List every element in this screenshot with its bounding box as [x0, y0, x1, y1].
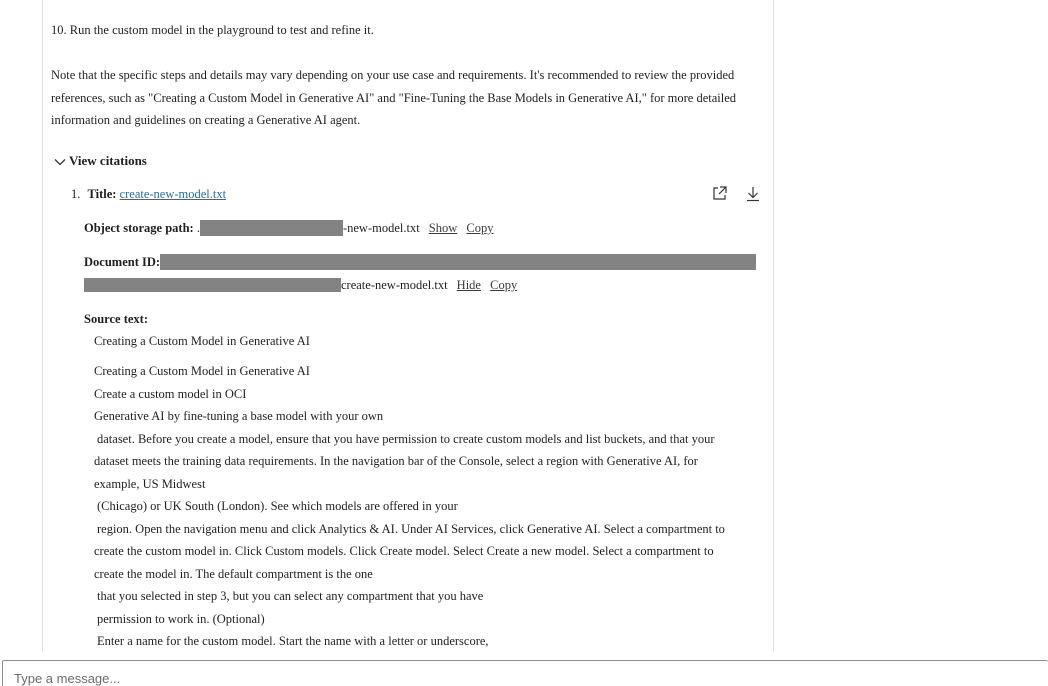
source-line: Enter a name for the custom model. Start the name with a letter or underscore, [97, 634, 489, 648]
answer-step-10: 10. Run the custom model in the playground to test and refine it. [51, 23, 374, 37]
source-line: Create a custom model in OCI [94, 386, 247, 401]
chevron-down-icon [53, 154, 67, 168]
source-text-heading: Creating a Custom Model in Generative AI [94, 334, 310, 348]
view-citations-toggle[interactable] [53, 152, 147, 169]
hide-document-id-button[interactable]: Hide [456, 278, 481, 292]
citation-actions [709, 184, 763, 202]
copy-document-id-button[interactable]: Copy [490, 278, 518, 292]
source-line: permission to work in. (Optional) [97, 611, 265, 626]
object-storage-path-suffix: -new-model.txt [342, 221, 420, 235]
copy-path-button[interactable]: Copy [466, 221, 494, 235]
answer-note: Note that the specific steps and details may vary depending on your use case and requirements. It's recommended to review the provided references, such as "Creating a Custom Model in Generative AI" and "Fine-Tuning the Base Models in Generative AI," for more detailed information and guidelines on creating a Generative AI agent. [51, 68, 737, 127]
message-composer [2, 660, 1048, 686]
redacted-document-id-line1 [160, 254, 756, 270]
document-id-row [84, 254, 756, 271]
redacted-path [200, 220, 343, 236]
source-line: that you selected in step 3, but you can select any compartment that you have [97, 589, 484, 603]
redacted-document-id-line2 [84, 278, 341, 292]
citation-title-label: Title: [87, 187, 117, 201]
source-line: (Chicago) or UK South (London). See which models are offered in your [97, 499, 458, 513]
source-line: dataset meets the training data requirements. In the navigation bar of the Console, select a region with Generative AI, for [94, 454, 698, 468]
object-storage-path-prefix: . [196, 221, 200, 235]
source-line: Creating a Custom Model in Generative AI [94, 364, 310, 378]
object-storage-path-label: Object storage path: [84, 221, 194, 235]
message-input[interactable] [3, 661, 1048, 686]
citation-title-link[interactable]: create-new-model.txt [119, 187, 227, 201]
chat-response-panel [42, 0, 774, 652]
citation-title-row [71, 186, 226, 203]
source-line: region. Open the navigation menu and click Analytics & AI. Under AI Services, click Generative AI. Select a compartment to [97, 521, 725, 536]
external-link-icon[interactable] [709, 184, 729, 202]
download-icon[interactable] [743, 184, 763, 202]
source-line: create the custom model in. Click Custom models. Click Create model. Select Create a new model. Select a compartment to [94, 544, 714, 558]
source-text-body [94, 360, 759, 652]
source-line: create the model in. The default compartment is the one [94, 566, 373, 581]
document-id-label: Document ID: [84, 255, 161, 269]
source-line: dataset. Before you create a model, ensure that you have permission to create custom models and list buckets, and that your [97, 431, 715, 446]
source-line: Generative AI by fine-tuning a base model with your own [94, 409, 384, 423]
document-id-suffix: create-new-model.txt [341, 278, 448, 292]
citation-number: 1. [71, 187, 81, 201]
object-storage-path-row [84, 220, 494, 237]
source-line: example, US Midwest [94, 476, 206, 491]
document-id-row-2 [84, 277, 517, 294]
source-text-label: Source text: [84, 312, 148, 326]
view-citations-label: View citations [69, 153, 147, 168]
show-path-button[interactable]: Show [428, 221, 458, 235]
